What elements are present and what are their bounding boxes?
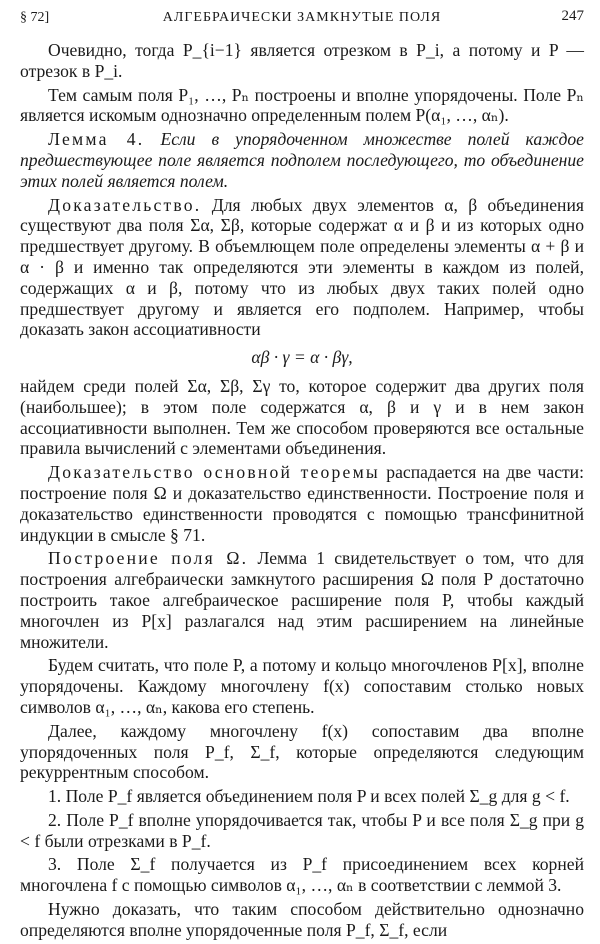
paragraph: Далее, каждому многочлену f(x) сопоставим два вполне упорядоченных поля P_f, Σ_f, которые определяются следующим рекуррентным способом. (20, 720, 584, 783)
list-item: 1. Поле P_f является объединением поля P и всех полей Σ_g для g < f. (48, 786, 570, 807)
lemma-statement: Если в упорядоченном множестве полей каждое предшествующее поле является подполем последующего, то объединение этих полей является полем. (20, 129, 584, 191)
page-number: 247 (561, 8, 584, 24)
construction (20, 548, 584, 652)
proof-heading: Доказательство. (48, 194, 202, 215)
construction-heading: Построение поля Ω. (48, 548, 249, 569)
main-proof-heading: Доказательство основной теоремы (48, 462, 380, 483)
main-proof-text: распадается на две части: построение поля Ω и доказательство единственности. Построение поля и доказательство единственности проводятся с помощью трансфинитной индукции в смысле § 71. (20, 462, 584, 545)
paragraph: Очевидно, тогда P_{i−1} является отрезком в P_i, а потому и P — отрезок в P_i. (20, 40, 584, 81)
list-item: 2. Поле P_f вполне упорядочивается так, чтобы P и все поля Σ_g при g < f были отрезками в P_f. (20, 809, 584, 851)
running-header (20, 6, 584, 28)
lemma-4 (20, 129, 584, 191)
formula: αβ · γ = α · βγ, (251, 347, 353, 368)
main-proof (20, 462, 584, 545)
section-ref: § 72] (20, 10, 50, 25)
proof (20, 195, 584, 341)
list-item: 3. Поле Σ_f получается из P_f присоединением всех корней многочлена f с помощью символов α₁, …, αₙ в соответствии с леммой 3. (20, 854, 584, 896)
construction-text: Лемма 1 свидетельствует о том, что для построения алгебраически замкнутого расширения Ω поля P достаточно построить такое алгебраическое расширение поля P, чтобы каждый многочлен из P[x] разлагался над этим расширением на линейные множители. (20, 548, 585, 652)
paragraph: Будем считать, что поле P, а потому и кольцо многочленов P[x], вполне упорядочены. Каждому многочлену f(x) сопоставим столько новых символов α₁, …, αₙ, какова его степень. (20, 655, 584, 717)
paragraph: Нужно доказать, что таким способом действительно однозначно определяются вполне упорядоченные поля P_f, Σ_f, если (20, 899, 584, 940)
page-body (20, 40, 584, 944)
chapter-title: АЛГЕБРАИЧЕСКИ ЗАМКНУТЫЕ ПОЛЯ (162, 10, 442, 25)
paragraph: Тем самым поля P₁, …, Pₙ построены и вполне упорядочены. Поле Pₙ является искомым однозначно определенным полем P(α₁, …, αₙ). (20, 84, 584, 126)
lemma-heading: Лемма 4. (48, 129, 145, 150)
proof-text: Для любых двух элементов α, β объединения существуют два поля Σα, Σβ, которые содержат α и β и из которых одно предшествует другому. В объемлющем поле определены элементы α + β и α · β и именно так определяются эти элементы в каждом из полей, содержащих α и β, потому что из любых двух таких полей одно предшествует другому и является его подполем. Например, чтобы доказать закон ассоциативности (20, 194, 584, 340)
paragraph: найдем среди полей Σα, Σβ, Σγ то, которое содержит два других поля (наибольшее); в этом поле содержатся α, β и γ и в нем закон ассоциативности выполнен. Тем же способом проверяются все остальные правила вычислений с элементами объединения. (20, 375, 584, 459)
